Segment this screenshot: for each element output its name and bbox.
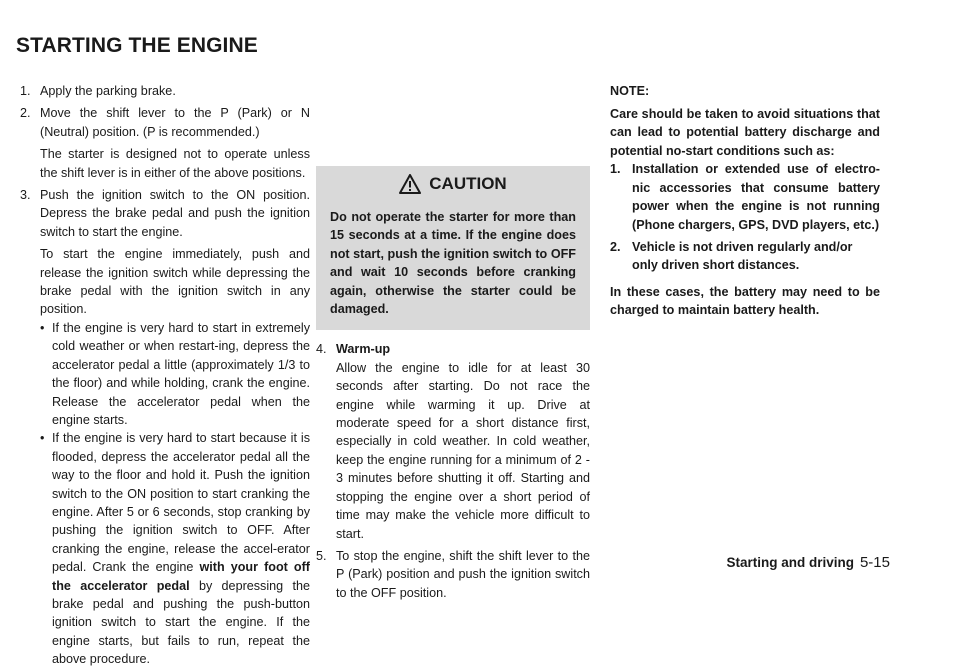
bullet-text: If the engine is very hard to start in extremely cold weather or when restart-ing, depress the accelerator pedal a little (approximately 1/3 to the floor) and while holding, crank the engine. Release the accelerator pedal when the engine starts.	[52, 320, 310, 427]
note-item	[610, 160, 880, 234]
note-outro-text: In these cases, the battery may need to be charged to maintain battery health.	[610, 284, 880, 318]
step-number: 1.	[20, 84, 31, 98]
step-2	[20, 104, 310, 141]
step-text: Move the shift lever to the P (Park) or N (Neutral) position. (P is recommended.)	[40, 106, 310, 139]
note-item-text: Installation or extended use of electro-nic accessories that consume battery power when the engine is not running (Phone chargers, GPS, DVD players, etc.)	[632, 162, 880, 232]
step-number: 3.	[20, 188, 31, 203]
warning-icon	[399, 174, 421, 194]
column-2	[316, 82, 590, 602]
bullet-text-bold: with your foot off the accelerator pedal	[52, 560, 310, 593]
note-intro-text: Care should be taken to avoid situations that can lead to potential battery discharge and potential no-start conditions such as:	[610, 106, 880, 158]
note-title-text: NOTE:	[610, 84, 650, 98]
bullet-item	[20, 429, 310, 668]
bullet-text-end: by depressing the brake pedal and pushing the push-button ignition switch to start the engine. If the engine starts, but fails to run, repeat the above procedure.	[52, 578, 310, 667]
bullet-mark: •	[40, 320, 45, 335]
bullet-text-start: If the engine is very hard to start because it is flooded, depress the accelerator pedal all the way to the floor and hold it. Push the ignition switch to the ON position to start cranking the engine. After 5 or 6 seconds, stop cranking by pushing the ignition switch to OFF. After cranking the engine, release the accel-erator pedal. Crank the engine	[52, 431, 310, 575]
column-3	[610, 82, 880, 320]
step-4-text: Allow the engine to idle for at least 30 seconds after starting. Do not race the engine while warming it up. Drive at moderate speed for a short distance first, especially in cold weather. In cold weather, keep the engine running for a minimum of 2 - 3 minutes before shutting it off. Starting and stopping the engine over a short period of time may make the vehicle more difficult to start.	[336, 360, 590, 541]
note-title	[610, 82, 880, 101]
step-3	[20, 186, 310, 241]
caution-header	[330, 174, 576, 194]
caution-title: CAUTION	[429, 173, 507, 193]
caution-box	[316, 166, 590, 330]
step-5	[316, 547, 590, 602]
column-1	[20, 82, 310, 669]
step-title: Warm-up	[336, 342, 391, 357]
page-heading: STARTING THE ENGINE	[16, 34, 258, 57]
note-intro	[610, 105, 880, 161]
note-item-text: Vehicle is not driven regularly and/or only driven short distances.	[632, 240, 853, 273]
bullet-text	[52, 429, 310, 668]
step-text: Apply the parking brake.	[40, 84, 176, 98]
note-item-number: 2.	[610, 240, 621, 254]
step-number: 2.	[20, 106, 31, 121]
note-item-number: 1.	[610, 162, 621, 177]
bullet-mark: •	[40, 431, 45, 446]
bullet-item	[20, 319, 310, 429]
page-footer	[726, 554, 890, 571]
caution-text: Do not operate the starter for more than 15 seconds at a time. If the engine does not start, push the ignition switch to OFF and wait 10 seconds before cranking again, otherwise the starter could be damaged.	[330, 210, 576, 317]
page-number: 5-15	[859, 554, 890, 571]
step-text: To stop the engine, shift the shift lever to the P (Park) position and push the ignition switch to the OFF position.	[336, 548, 590, 600]
step-2-note: The starter is designed not to operate unless the shift lever is in either of the above positions.	[40, 147, 310, 180]
note-item	[610, 238, 880, 275]
step-number: 4.	[316, 342, 327, 357]
step-number: 5.	[316, 548, 327, 563]
footer-section: Starting and driving	[726, 555, 854, 570]
step-1	[20, 82, 310, 100]
step-3-note: To start the engine immediately, push and release the ignition switch while depressing the brake pedal with the ignition switch in any position.	[40, 247, 310, 317]
step-4	[316, 340, 590, 358]
step-text: Push the ignition switch to the ON position. Depress the brake pedal and push the ignition switch to start the engine.	[40, 188, 310, 239]
note-outro	[610, 283, 880, 320]
